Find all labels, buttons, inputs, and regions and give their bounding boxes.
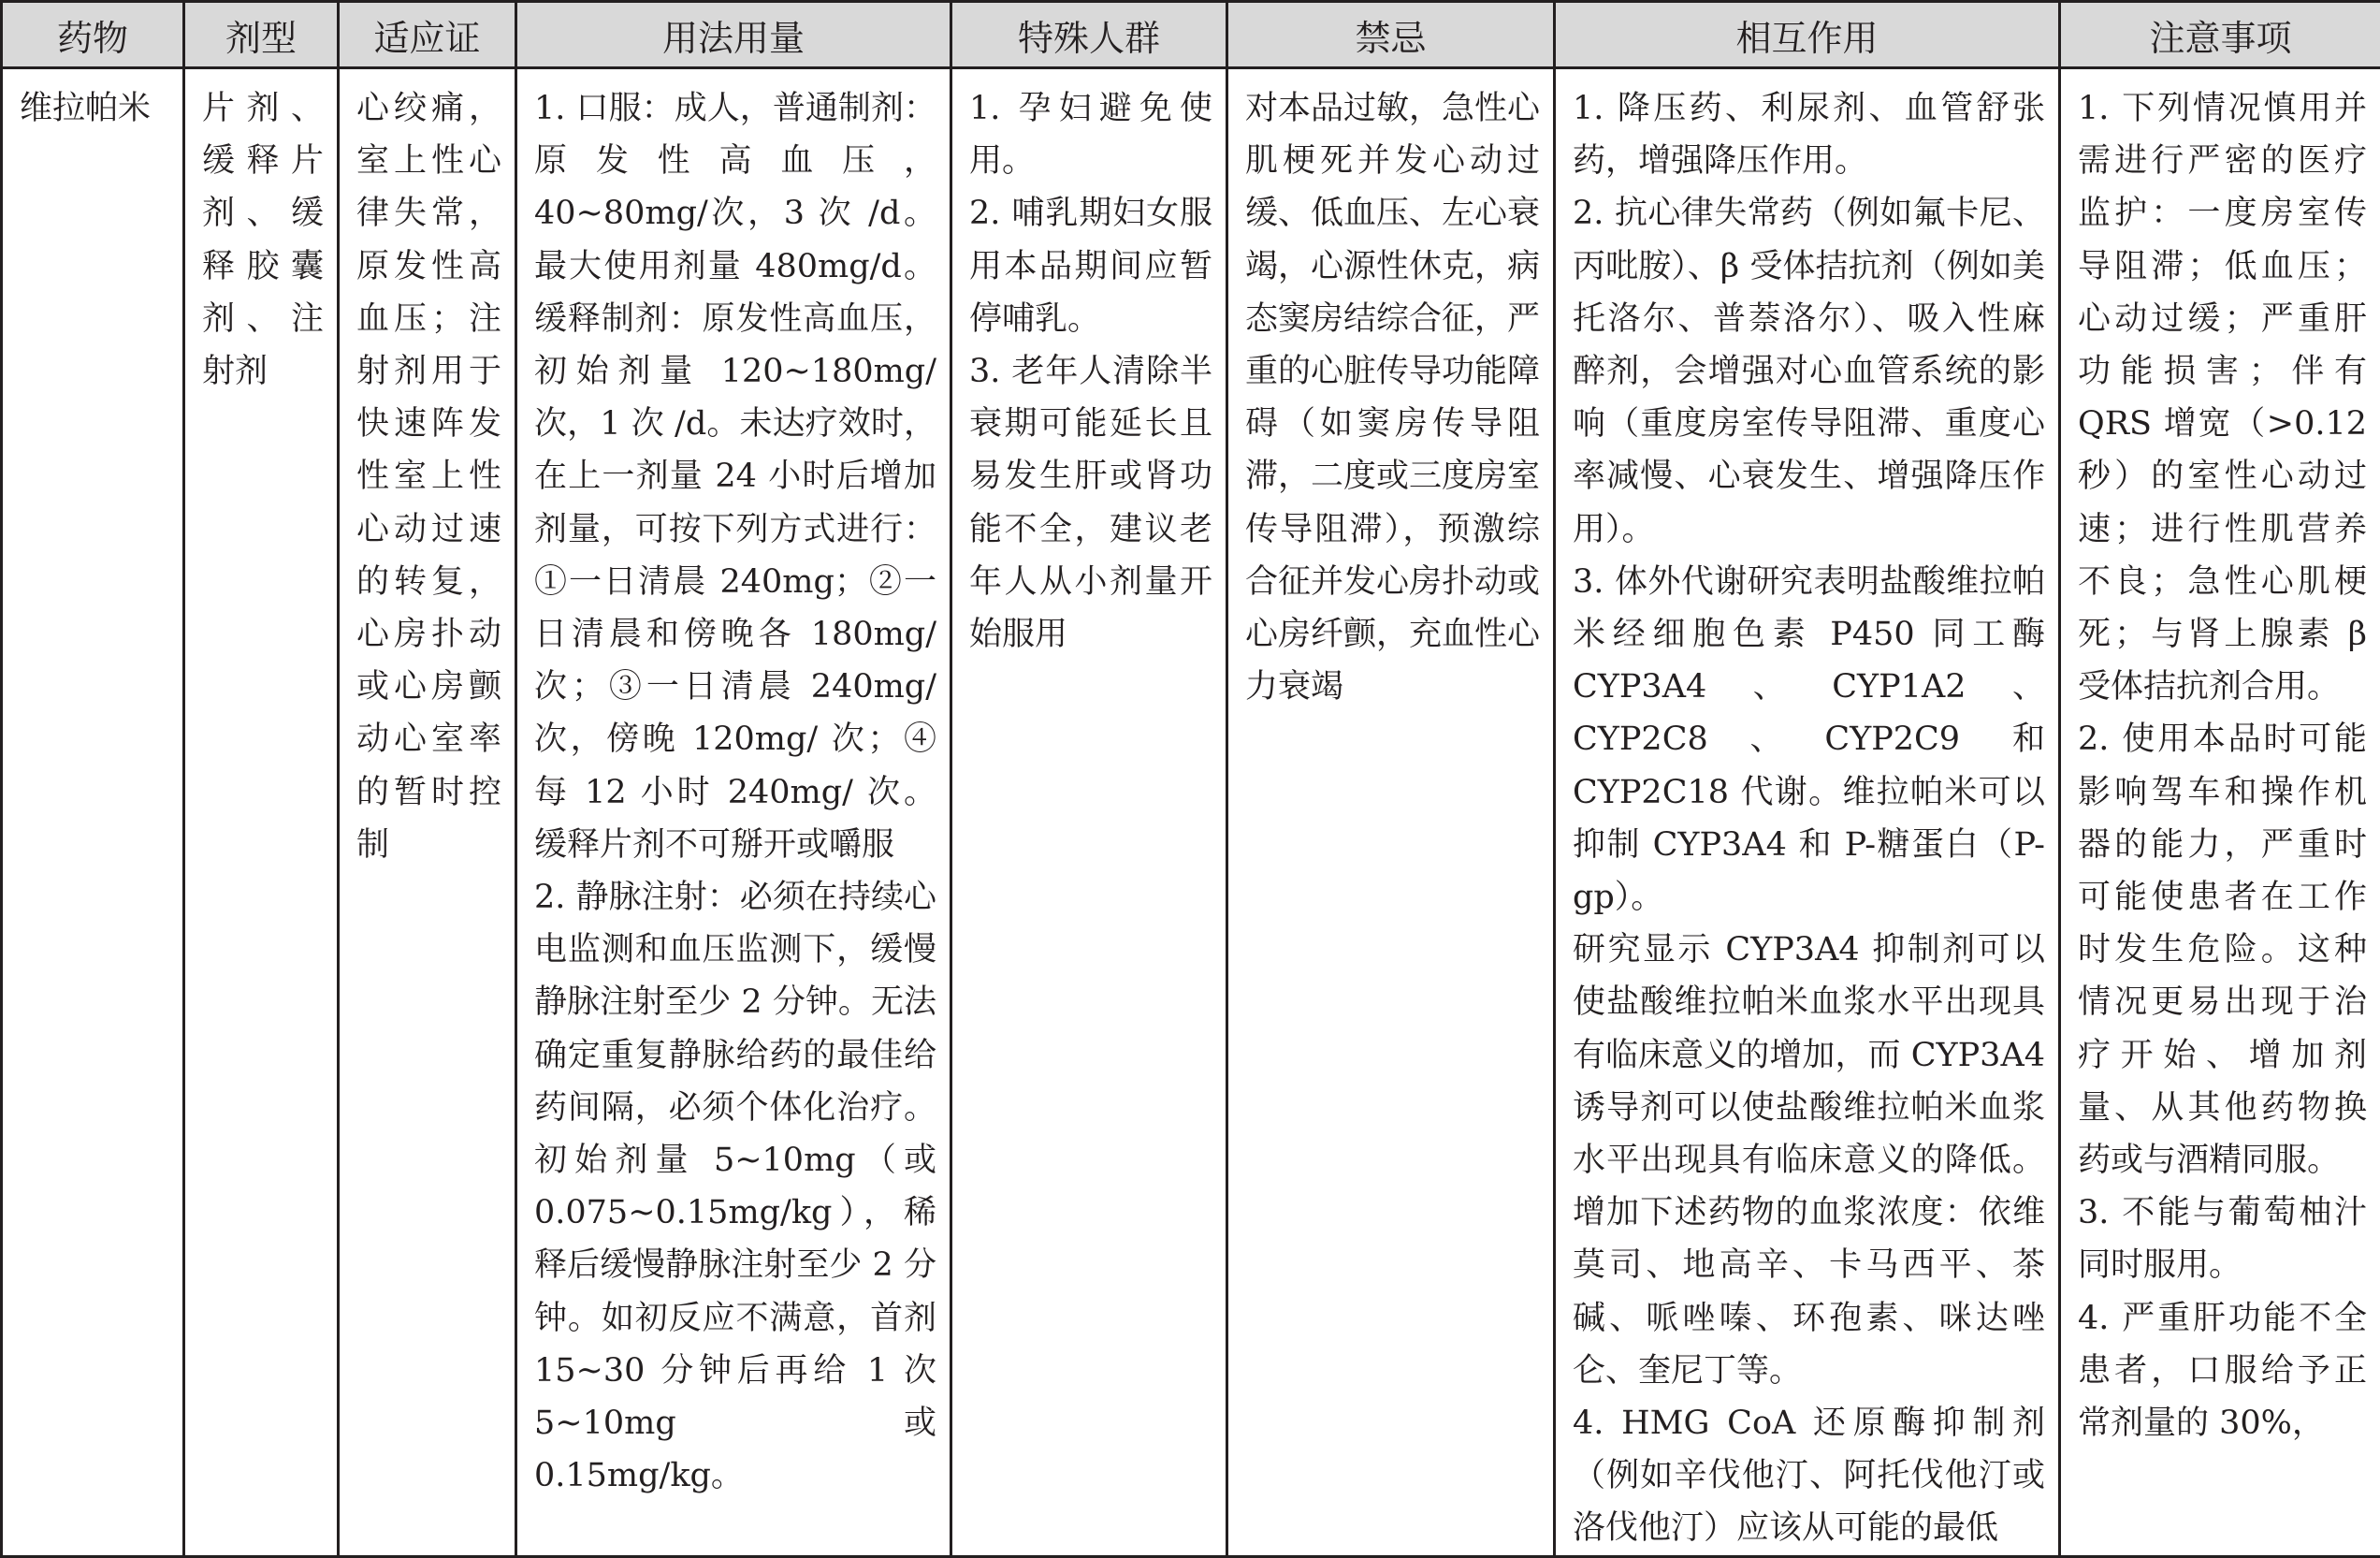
cell-precautions [2060,68,2380,1557]
special-population-item: 3. 老年人清除半衰期可能延长且易发生肝或肾功能不全，建议老年人从小剂量开始服用 [969,345,1212,661]
precaution-item: 4. 严重肝功能不全患者，口服给予正常剂量的 30%， [2078,1292,2367,1450]
cell-interactions [1555,68,2060,1557]
cell-special-populations [951,68,1227,1557]
cell-drug: 维拉帕米 [2,68,184,1557]
special-population-item: 2. 哺乳期妇女服用本品期间应暂停哺乳。 [969,187,1212,345]
table-row [2,68,2380,1557]
cell-contraindications: 对本品过敏，急性心肌梗死并发心动过缓、低血压、左心衰竭，心源性休克，病态窦房结综合征，严重的心脏传导功能障碍（如窦房传导阻滞，二度或三度房室传导阻滞），预激综合征并发心房扑动或心房纤颤，充血性心力衰竭 [1227,68,1555,1557]
header-usage: 用法用量 [516,2,951,68]
usage-item: 1. 口服：成人，普通制剂：原发性高血压，40~80mg/次，3 次 /d。最大使用剂量 480mg/d。缓释制剂：原发性高血压，初始剂量 120~180mg/ 次，1 次 /d。未达疗效时，在上一剂量 24 小时后增加剂量，可按下列方式进行：①一日清晨 240mg；②一日清晨和傍晚各 180mg/ 次；③一日清晨 240mg/ 次，傍晚 120mg/ 次；④每 12 小时 240mg/ 次。缓释片剂不可掰开或嚼服 [534,82,936,871]
header-indications: 适应证 [339,2,516,68]
header-contraindications: 禁忌 [1227,2,1555,68]
header-row [2,2,2380,68]
cell-dosage-form: 片剂、缓释片剂、缓释胶囊剂、注射剂 [184,68,339,1557]
interaction-item: 4. HMG CoA 还原酶抑制剂（例如辛伐他汀、阿托伐他汀或洛伐他汀）应该从可能的最低 [1573,1397,2045,1555]
interaction-item: 研究显示 CYP3A4 抑制剂可以使盐酸维拉帕米血浆水平出现具有临床意义的增加，而 CYP3A4 诱导剂可以使盐酸维拉帕米血浆水平出现具有临床意义的降低。增加下述药物的血浆浓度：依维莫司、地高辛、卡马西平、茶碱、哌唑嗪、环孢素、咪达唑仑、奎尼丁等。 [1573,924,2045,1397]
interaction-item: 2. 抗心律失常药（例如氟卡尼、丙吡胺）、β 受体拮抗剂（例如美托洛尔、普萘洛尔）、吸入性麻醉剂，会增强对心血管系统的影响（重度房室传导阻滞、重度心率减慢、心衰发生、增强降压作用）。 [1573,187,2045,555]
cell-indications: 心绞痛，室上性心律失常，原发性高血压；注射剂用于快速阵发性室上性心动过速的转复，心房扑动或心房颤动心室率的暂时控制 [339,68,516,1557]
precaution-item: 1. 下列情况慎用并需进行严密的医疗监护：一度房室传导阻滞；低血压；心动过缓；严重肝功能损害；伴有 QRS 增宽（>0.12 秒）的室性心动过速；进行性肌营养不良；急性心肌梗死；与肾上腺素 β 受体拮抗剂合用。 [2078,82,2367,713]
interaction-item: 3. 体外代谢研究表明盐酸维拉帕米经细胞色素 P450 同工酶 CYP3A4、CYP1A2、CYP2C8、CYP2C9 和 CYP2C18 代谢。维拉帕米可以抑制 CYP3A4 和 P-糖蛋白（P-gp）。 [1573,556,2045,924]
usage-item: 2. 静脉注射：必须在持续心电监测和血压监测下，缓慢静脉注射至少 2 分钟。无法确定重复静脉给药的最佳给药间隔，必须个体化治疗。初始剂量 5~10mg（或 0.075~0.15mg/kg），稀释后缓慢静脉注射至少 2 分钟。如初反应不满意，首剂 15~30 分钟后再给 1 次 5~10mg 或 0.15mg/kg。 [534,871,936,1502]
interaction-item: 1. 降压药、利尿剂、血管舒张药，增强降压作用。 [1573,82,2045,187]
header-drug: 药物 [2,2,184,68]
precaution-item: 2. 使用本品时可能影响驾车和操作机器的能力，严重时可能使患者在工作时发生危险。这种情况更易出现于治疗开始、增加剂量、从其他药物换药或与酒精同服。 [2078,713,2367,1187]
precaution-item: 3. 不能与葡萄柚汁同时服用。 [2078,1187,2367,1291]
header-special-populations: 特殊人群 [951,2,1227,68]
cell-usage [516,68,951,1557]
header-precautions: 注意事项 [2060,2,2380,68]
header-interactions: 相互作用 [1555,2,2060,68]
header-dosage-form: 剂型 [184,2,339,68]
special-population-item: 1. 孕妇避免使用。 [969,82,1212,187]
